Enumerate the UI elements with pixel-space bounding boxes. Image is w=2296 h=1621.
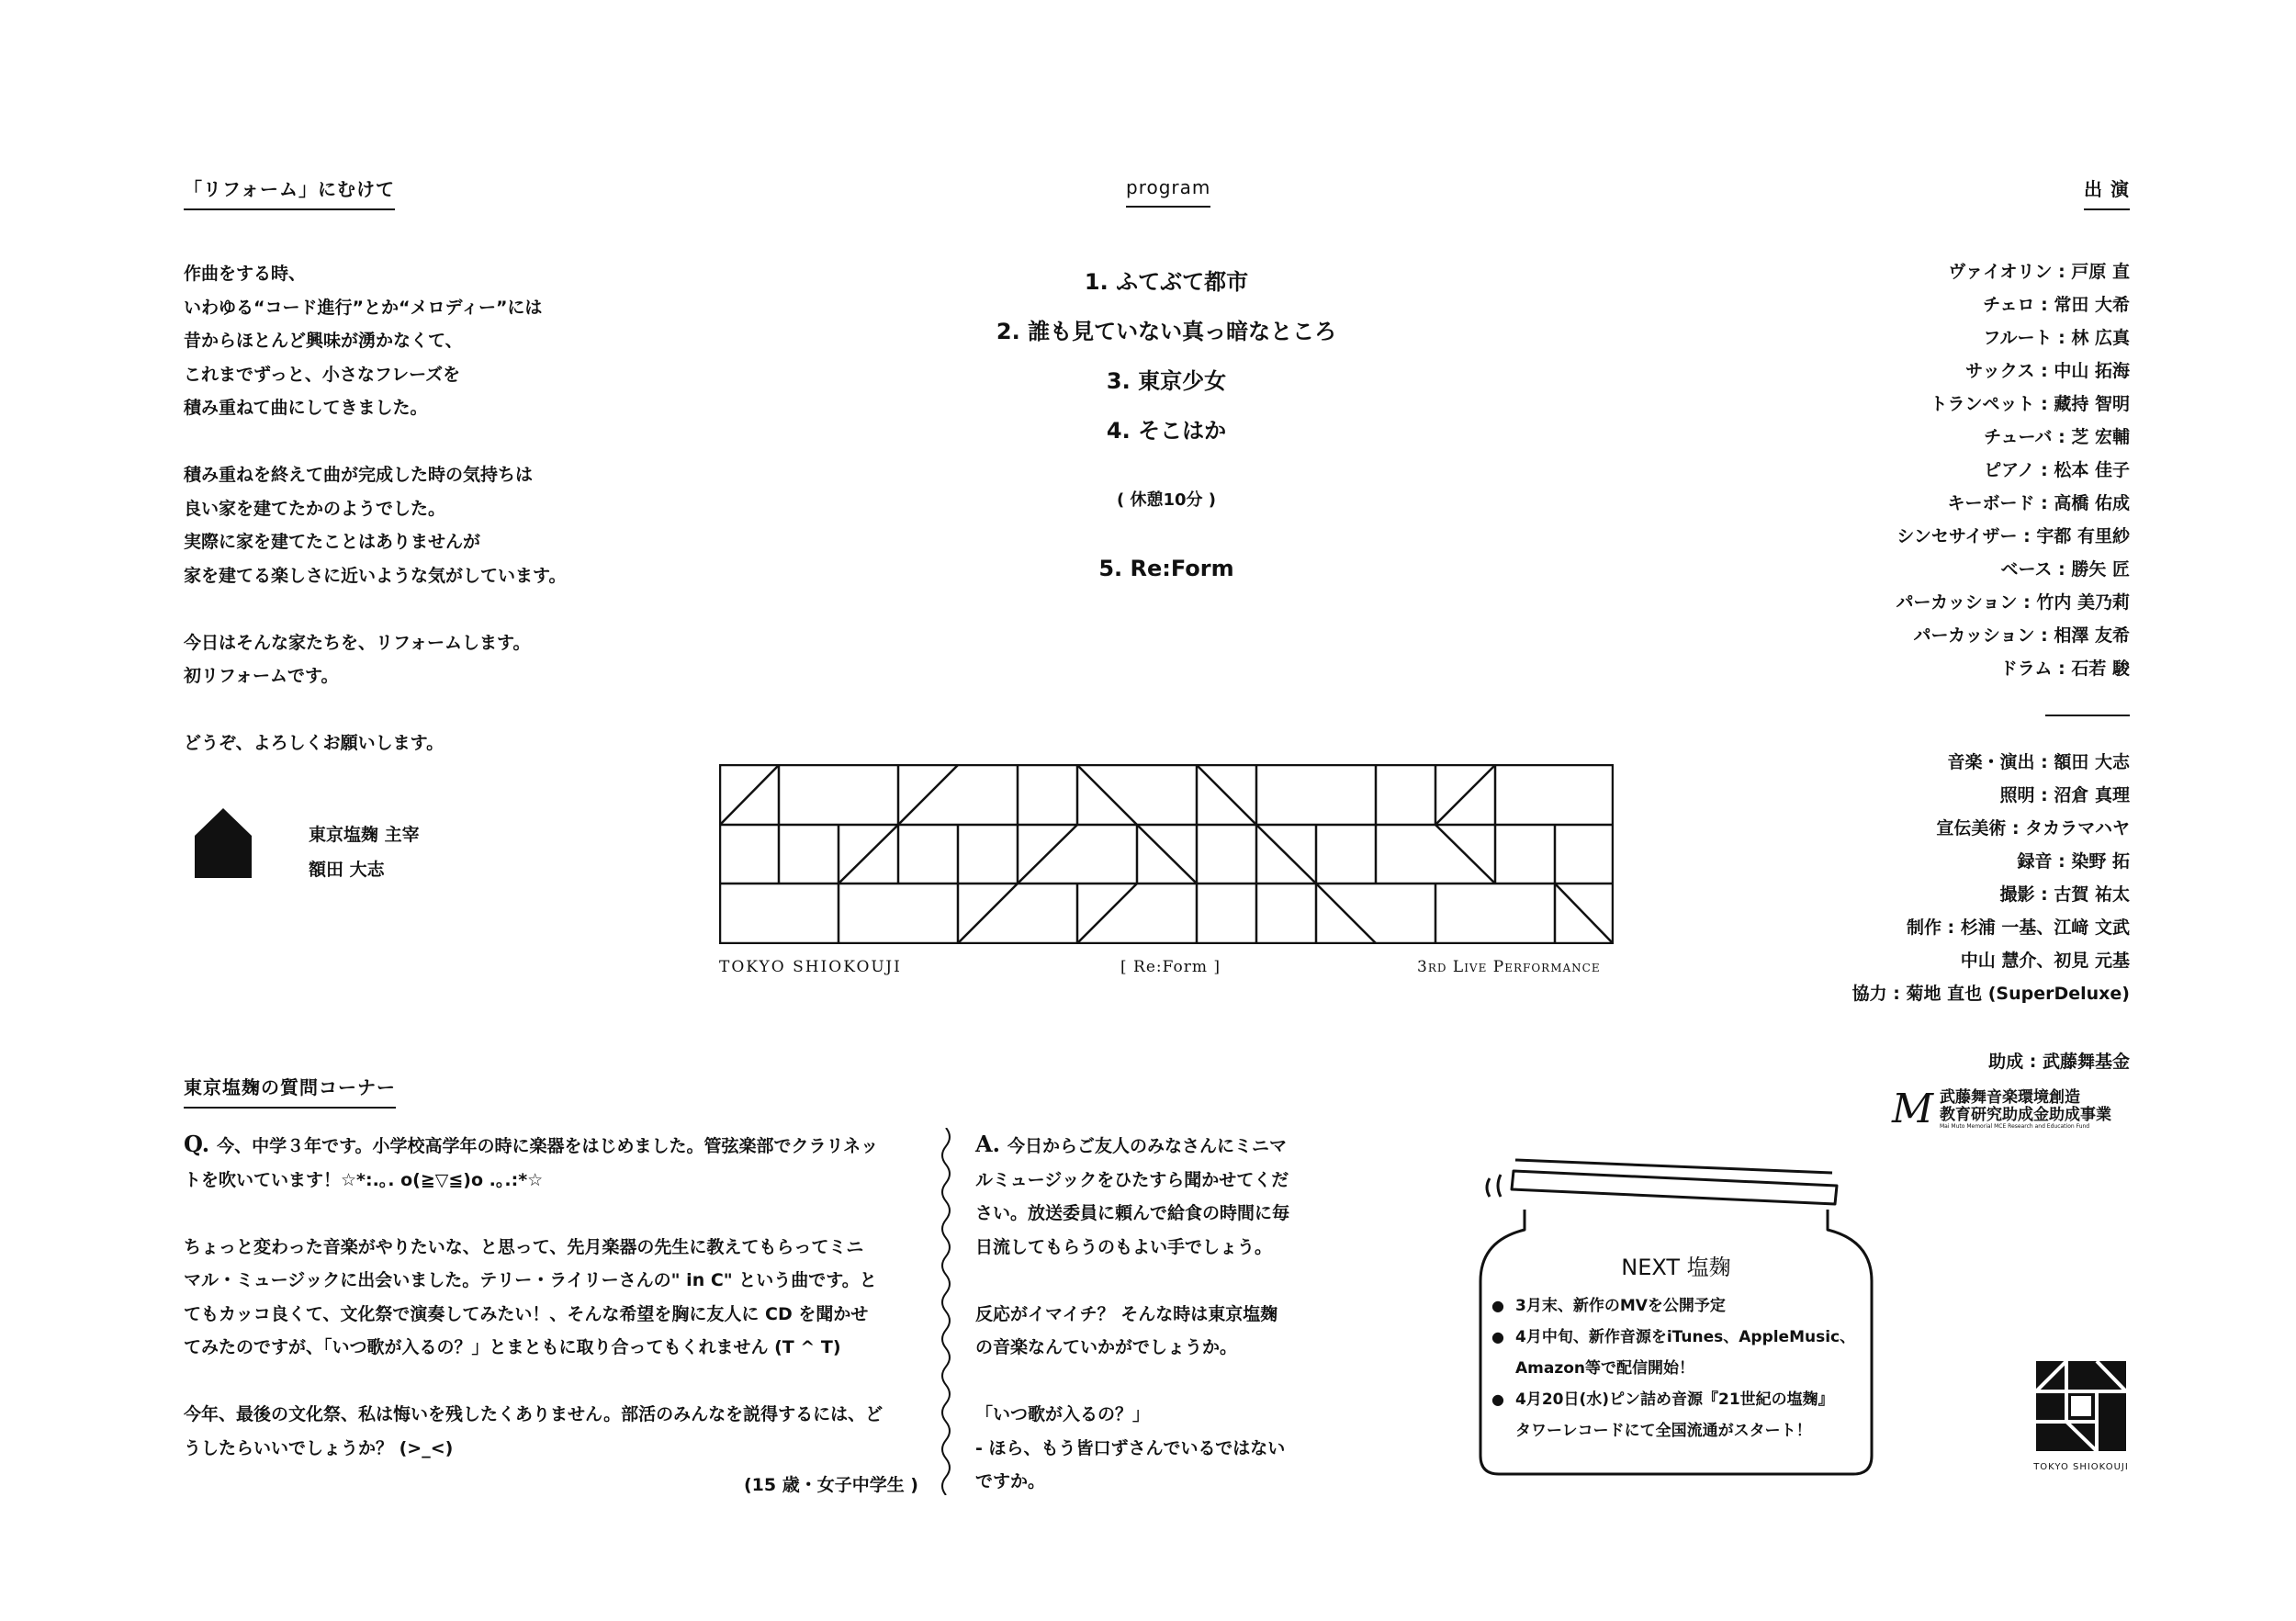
performer: フルート : 林 広真 [1983, 328, 2130, 348]
performer: ヴァイオリン : 戸原 直 [1948, 262, 2130, 282]
next-item: ● 4月中旬、新作音源をiTunes、AppleMusic、 [1491, 1322, 1859, 1353]
staff-member: 中山 慧介、初見 元基 [1960, 951, 2130, 971]
question-line: てみたのですが、「いつ歌が入るの？」とまともに取り合ってもくれません (T ^ T) [184, 1337, 841, 1357]
question-line: 今年、最後の文化祭、私は悔いを残したくありません。部活のみんなを説得するには、ど [184, 1404, 884, 1424]
next-item-continued: タワーレコードにて全国流通がスタート！ [1515, 1422, 1812, 1440]
intro-line: 積み重ねて曲にしてきました。 [184, 398, 428, 418]
answer-line: ルミュージックをひたすら聞かせてくだ [975, 1169, 1289, 1190]
answer-line [975, 1264, 1343, 1298]
performer-list [1615, 255, 2130, 685]
next-item: ● 3月末、新作のMVを公開予定 [1491, 1290, 1859, 1322]
next-item-continued: Amazon等で配信開始！ [1515, 1359, 1695, 1378]
reform-logo-graphic [719, 764, 1614, 948]
question-line: ちょっと変わった音楽がやりたいな、と思って、先月楽器の先生に教えてもらってミニ [184, 1236, 864, 1257]
staff-member: 撮影 : 古賀 祐太 [1999, 884, 2130, 905]
cast-heading: 出 演 [2084, 174, 2130, 210]
brand-mark-icon [2036, 1361, 2126, 1455]
question-line: てもカッコ良くて、文化祭で演奏してみたい！、そんな希望を胸に友人に CD を聞かせ [184, 1303, 869, 1324]
brand-name: TOKYO SHIOKOUJI [2033, 1462, 2129, 1472]
program-item: 2. 誰も見ていない真っ暗なところ [996, 319, 1337, 344]
question-line: トを吹いています！☆*:.｡. o(≧▽≦)o .｡.:*☆ [184, 1169, 544, 1190]
performer: シンセサイザー : 宇都 有里紗 [1896, 526, 2130, 546]
question-signature: (15 歳・女子中学生 ) [743, 1475, 918, 1495]
qa-heading: 東京塩麹の質問コーナー [184, 1073, 396, 1109]
intro-line: 作曲をする時、 [184, 264, 307, 284]
next-title: NEXT 塩麹 [1621, 1255, 1731, 1280]
logo-caption-center: [ Re:Form ] [1120, 958, 1221, 976]
staff-member: 協力 : 菊地 直也 (SuperDeluxe) [1851, 984, 2130, 1004]
logo-caption-left: TOKYO SHIOKOUJI [719, 958, 902, 976]
question-label: Q. [184, 1131, 210, 1157]
answer-line: さい。放送委員に頼んで給食の時間に毎 [975, 1203, 1290, 1223]
performer: パーカッション : 相澤 友希 [1913, 625, 2130, 646]
intro-line: 今日はそんな家たちを、リフォームします。 [184, 632, 531, 653]
answer-line: ですか。 [975, 1471, 1046, 1492]
performer: トランペット : 藏持 智明 [1930, 394, 2130, 414]
question-line: うしたらいいでしょうか？ (>_<) [184, 1437, 454, 1458]
intro-line: 実際に家を建てたことはありませんが [184, 532, 481, 552]
staff-member: 音楽・演出 : 額田 大志 [1947, 752, 2130, 772]
signature-org: 東京塩麹 主宰 [309, 825, 420, 845]
performer: パーカッション : 竹内 美乃莉 [1896, 592, 2130, 613]
answer-line [975, 1365, 1343, 1399]
performer: ベース : 勝矢 匠 [2000, 559, 2130, 580]
program-item: 5. Re:Form [1098, 556, 1234, 581]
staff-member: 制作 : 杉浦 一基、江﨑 文武 [1906, 917, 2130, 938]
intro-line: 家を建てる楽しさに近いような気がしています。 [184, 565, 567, 586]
performer: ドラム : 石若 駿 [1999, 659, 2130, 679]
answer-label: A. [975, 1131, 1000, 1157]
intro-line: これまでずっと、小さなフレーズを [184, 364, 461, 385]
question-line: マル・ミュージックに出会いました。テリー・ライリーさんの" in C" という曲です。と [184, 1270, 877, 1290]
performer: キーボード : 高橋 佑成 [1947, 493, 2130, 513]
question-block [184, 1128, 918, 1503]
signature-name: 額田 大志 [309, 860, 385, 880]
qa-wavy-divider [937, 1128, 955, 1499]
cast-divider [2045, 715, 2130, 716]
intro-line: どうぞ、よろしくお願いします。 [184, 733, 445, 753]
intro-line: 昔からほとんど興味が湧かなくて、 [184, 331, 463, 351]
question-line [184, 1197, 918, 1231]
program-heading: program [1126, 176, 1210, 208]
question-line: 今、中学３年です。小学校高学年の時に楽器をはじめました。管弦楽部でクラリネッ [217, 1136, 879, 1156]
staff-member: 録音 : 染野 拓 [2017, 851, 2130, 872]
answer-line: 日流してもらうのもよい手でしょう。 [975, 1236, 1273, 1257]
question-line [184, 1365, 918, 1399]
answer-block [975, 1128, 1343, 1499]
answer-line: 「いつ歌が入るの？」 [975, 1404, 1151, 1424]
logo-caption-right: 3RD LIVE PERFORMANCE [1417, 958, 1601, 976]
performer: チューバ : 芝 宏輔 [1984, 427, 2130, 447]
fund-logo: M 武藤舞音楽環境創造 教育研究助成金助成事業 Mai Muto Memorial MCE Research and Education Fund [1892, 1086, 2111, 1132]
program-list [872, 257, 1460, 593]
next-announcements [1491, 1290, 1859, 1447]
performer: チェロ : 常田 大希 [1983, 295, 2130, 315]
answer-line: - ほら、もう皆口ずさんでいるではない [975, 1437, 1286, 1458]
staff-member: 宣伝美術 : タカラマハヤ [1936, 818, 2130, 839]
answer-line: の音楽なんていかがでしょうか。 [975, 1337, 1238, 1357]
support-credit: 助成 : 武藤舞基金 [1988, 1052, 2130, 1072]
performer: サックス : 中山 拓海 [1965, 361, 2130, 381]
answer-line: 今日からご友人のみなさんにミニマ [1007, 1136, 1287, 1156]
intro-line: いわゆる“コード進行”とか“メロディー”には [184, 297, 543, 318]
program-item: 4. そこはか [1106, 418, 1227, 444]
intro-line: 良い家を建てたかのようでした。 [184, 498, 446, 519]
signature [309, 817, 420, 887]
program-item: 1. ふてぶて都市 [1084, 269, 1249, 295]
intermission-note: ( 休憩10分 ) [1116, 490, 1217, 510]
program-item: 3. 東京少女 [1106, 368, 1227, 394]
next-item: ● 4月20日(水)ピン詰め音源『21世紀の塩麹』 [1491, 1384, 1859, 1415]
staff-list [1615, 746, 2130, 1010]
intro-heading: 「リフォーム」にむけて [184, 174, 395, 210]
intro-line: 初リフォームです。 [184, 666, 339, 686]
performer: ピアノ : 松本 佳子 [1984, 460, 2130, 480]
intro-line: 積み重ねを終えて曲が完成した時の気持ちは [184, 465, 534, 485]
intro-text [184, 257, 698, 760]
answer-line: 反応がイマイチ？ そんな時は東京塩麹 [975, 1303, 1278, 1324]
house-icon [195, 808, 252, 882]
staff-member: 照明 : 沼倉 真理 [1999, 785, 2130, 805]
